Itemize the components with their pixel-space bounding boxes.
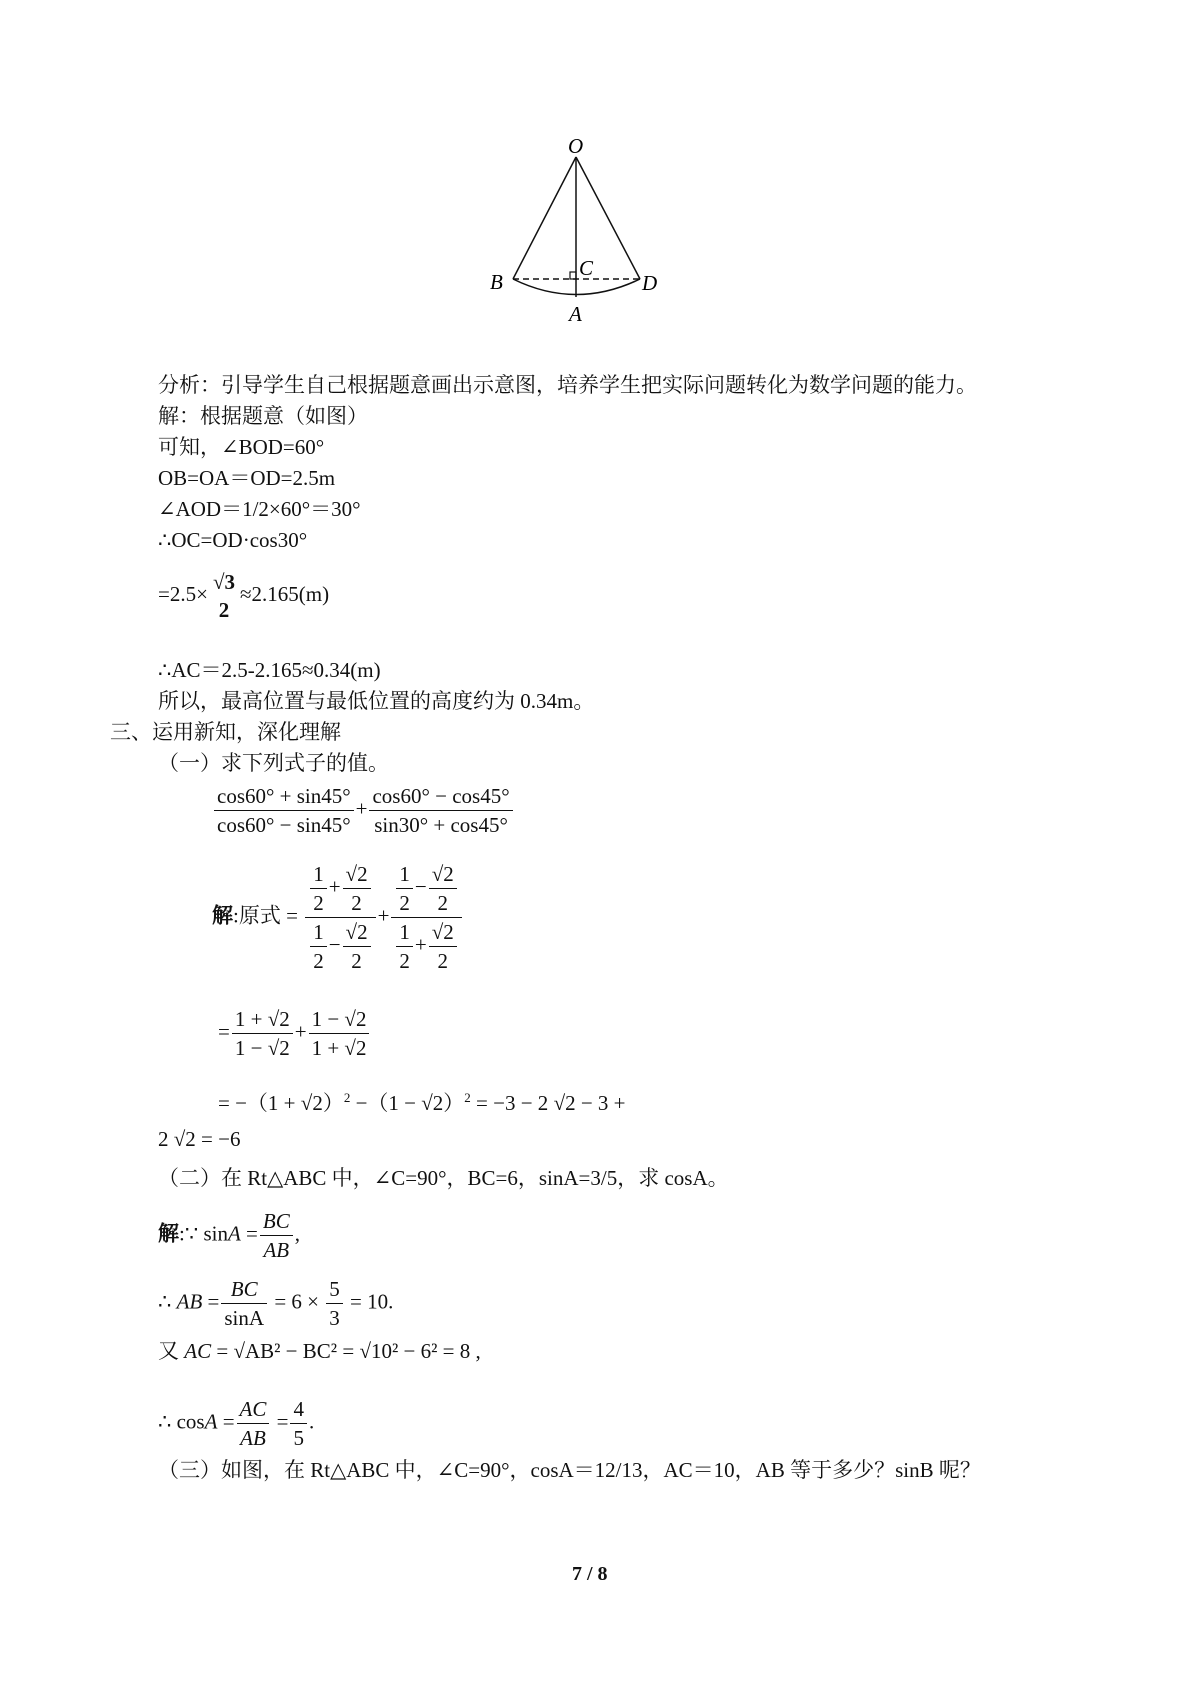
label-b: B [490, 270, 503, 294]
fraction-2 [369, 782, 512, 839]
half [310, 860, 327, 917]
oc-prefix: =2.5× [158, 581, 208, 606]
numerator: cos60° + sin45° [214, 782, 354, 811]
oc-value [158, 568, 329, 624]
denominator: cos60° − sin45° [217, 813, 351, 837]
fraction-b [309, 1005, 370, 1062]
five-over-three: $\frac{5}{3}$ [326, 1275, 343, 1332]
denominator: sin30° + cos45° [374, 813, 508, 837]
denominator: 2 [437, 891, 449, 915]
solution-intro: 解：根据题意（如图） [158, 404, 368, 428]
half [396, 860, 413, 917]
half [396, 918, 413, 975]
denominator: 1 − √2 [234, 1036, 290, 1060]
problem-1-expression [212, 782, 515, 839]
problem-2-step4: ∴ cosA = $\frac{AC}{AB}$ = $\frac{4}{5}$ . [158, 1397, 315, 1450]
plus-sign: + [377, 903, 390, 928]
radicand: 2 [357, 862, 368, 886]
equals-sign: = [218, 1019, 230, 1044]
denominator: 1 + √2 [311, 1036, 367, 1060]
equal-lengths: OB=OA＝OD=2.5m [158, 466, 336, 490]
problem-3: （三）如图，在 Rt△ABC 中，∠C=90°，cosA＝12/13，AC＝10，AB 等于多少？sinB 呢？ [158, 1458, 981, 1482]
numerator: 1 [396, 860, 413, 889]
minus-sign: − [328, 932, 341, 957]
sector-diagram [490, 130, 700, 345]
denominator: 2 [313, 891, 324, 915]
numerator: √2 [343, 860, 371, 889]
right-angle-mark [570, 272, 576, 279]
oc-formula: ∴OC=OD·cos30° [158, 528, 308, 552]
bc-over-sina: $\frac{BC}{\sin A}$ [221, 1275, 267, 1332]
plus-sign: + [328, 874, 341, 899]
denominator: 2 [399, 891, 410, 915]
numerator: √2 [343, 918, 371, 947]
half [310, 918, 327, 975]
problem-2: （二）在 Rt△ABC 中，∠C=90°，BC=6，sinA=3/5，求 cosA。 [158, 1166, 729, 1190]
compound-numerator [305, 860, 375, 918]
fraction-a [232, 1005, 293, 1062]
sqrt3-over-2 [210, 568, 238, 624]
problem-1: （一）求下列式子的值。 [158, 751, 389, 775]
root2-over-2 [343, 860, 371, 917]
problem-2-step1: 解:∵ sinA = $\frac{BC}{AB}$ , [158, 1209, 300, 1262]
denominator: 2 [351, 949, 362, 973]
yuanshi: 原式 = [238, 903, 298, 928]
angle-aod: ∠AOD＝1/2×60°＝30° [158, 497, 361, 521]
analysis-text: 分析：引导学生自己根据题意画出示意图，培养学生把实际问题转化为数学问题的能力。 [158, 373, 977, 397]
known-angle: 可知，∠BOD=60° [158, 435, 325, 459]
problem-1-solution-step1 [212, 860, 464, 975]
radicand: 2 [357, 920, 368, 944]
minus-sign: − [414, 874, 427, 899]
numerator: 1 − √2 [309, 1005, 370, 1034]
denominator: 2 [437, 949, 449, 973]
compound-numerator [391, 860, 461, 918]
root2-over-2 [429, 918, 457, 975]
four-over-five: $\frac{4}{5}$ [290, 1395, 307, 1452]
numerator: √2 [429, 860, 457, 889]
numerator: 1 [396, 918, 413, 947]
bc-over-ab: $\frac{BC}{AB}$ [260, 1207, 293, 1264]
frac-den: 2 [218, 598, 230, 622]
problem-1-solution-step4: 2 √2 = −6 [158, 1127, 241, 1151]
label-o: O [568, 134, 584, 158]
problem-1-solution-step2 [218, 1005, 371, 1062]
root2-over-2 [429, 860, 457, 917]
ac-value: ∴AC＝2.5-2.165≈0.34(m) [158, 658, 381, 682]
plus-sign: + [294, 1019, 307, 1044]
root2-over-2 [343, 918, 371, 975]
problem-1-solution-step3: = $-(1 + √2)^2 -(1 - √2)^2 = -3 - 2$ √2 − 3 + [218, 1090, 626, 1115]
compound-fraction-2 [391, 860, 461, 975]
fraction-1 [214, 782, 354, 839]
numerator: 1 [310, 860, 327, 889]
label-c: C [579, 256, 594, 280]
ac-over-ab: $\frac{AC}{AB}$ [237, 1395, 270, 1452]
solution-colon: : [233, 903, 239, 928]
compound-denominator [391, 918, 461, 975]
numerator: √2 [429, 918, 457, 947]
label-d: D [642, 271, 658, 295]
numerator: 1 [310, 918, 327, 947]
denominator: 2 [313, 949, 324, 973]
numerator: cos60° − cos45° [369, 782, 512, 811]
denominator: 2 [399, 949, 410, 973]
radicand: 2 [443, 920, 454, 944]
compound-fraction-1 [305, 860, 375, 975]
radicand: 2 [443, 862, 454, 886]
compound-denominator [305, 918, 375, 975]
page-number: 7 / 8 [572, 1563, 608, 1585]
plus-sign: + [414, 932, 427, 957]
plus-sign: + [355, 796, 368, 821]
problem-2-step3: 又 AC = √AB² − BC² = √10² − 6² = 8 , [158, 1339, 481, 1363]
oc-suffix: ≈2.165(m) [239, 581, 330, 606]
conclusion: 所以，最高位置与最低位置的高度约为 0.34m。 [158, 689, 595, 713]
frac-num: √3 [212, 570, 235, 594]
problem-2-step2: ∴ AB = $\frac{BC}{\sin A}$ = 6 × $\frac{5}{3}$ = 10. [158, 1277, 394, 1330]
label-a: A [569, 302, 582, 326]
segment-ob [513, 157, 576, 279]
denominator: 2 [351, 891, 362, 915]
numerator: 1 + √2 [232, 1005, 293, 1034]
solution-label: 解 [212, 903, 233, 928]
section-heading: 三、运用新知，深化理解 [110, 720, 341, 744]
